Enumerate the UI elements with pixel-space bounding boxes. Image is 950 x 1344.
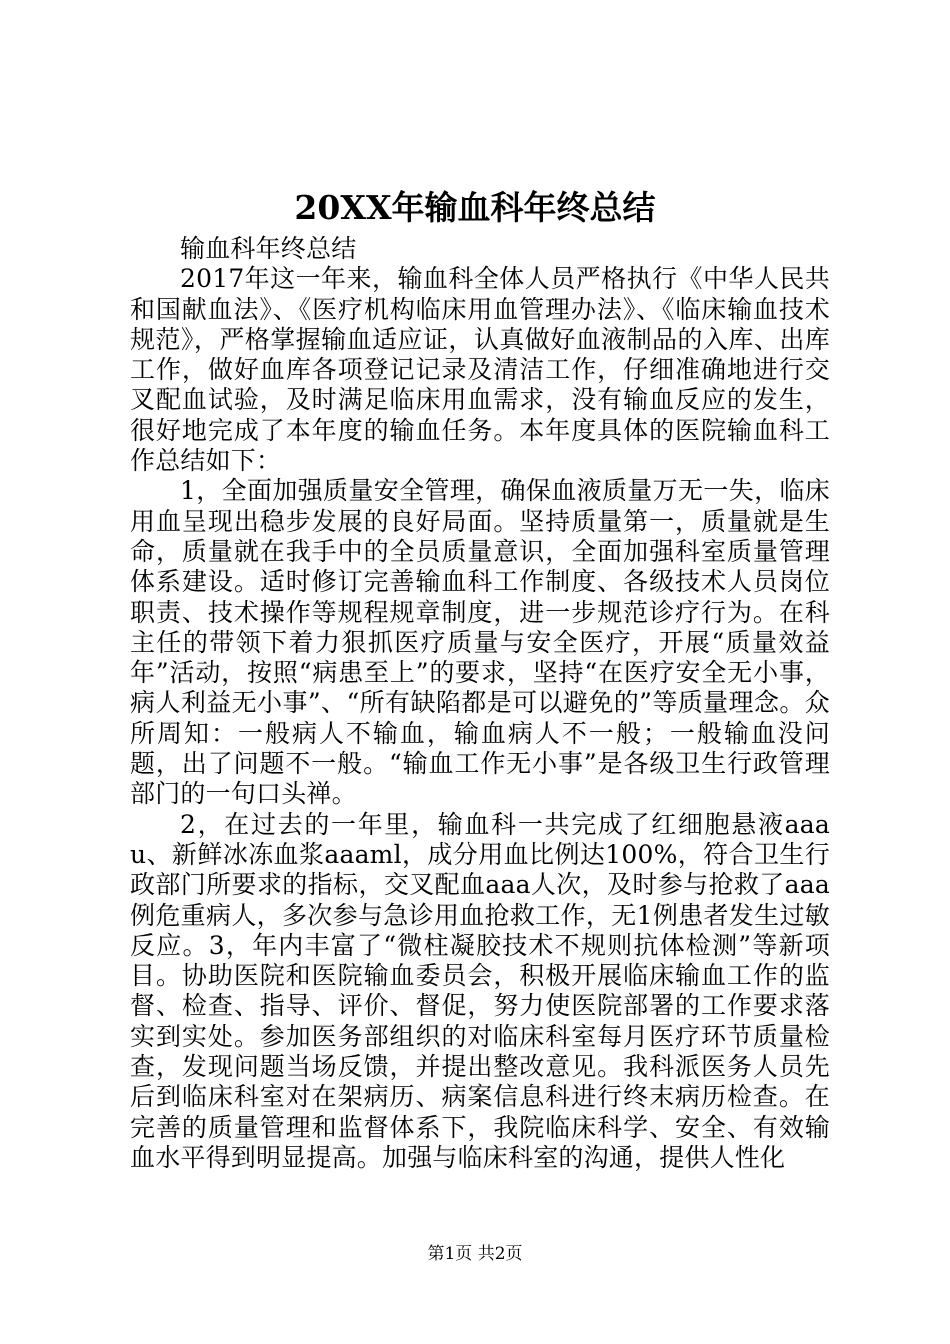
document-title: 20XX年输血科年终总结 — [294, 188, 656, 227]
intro-paragraph: 2017年这一年来，输血科全体人员严格执行《中华人民共和国献血法》、《医疗机构临床用血管理办法》、《临床输血技术规范》，严格掌握输血适应证，认真做好血液制品的入库、出库工作，做好血库各项登记记录及清洁工作，仔细准确地进行交叉配血试验，及时满足临床用血需求，没有输血反应的发生，很好地完成了本年度的输血任务。本年度具体的医院输血科工作总结如下： — [130, 264, 830, 476]
quality-management-paragraph: 1，全面加强质量安全管理，确保血液质量万无一失，临床用血呈现出稳步发展的良好局面。坚持质量第一，质量就是生命，质量就在我手中的全员质量意识，全面加强科室质量管理体系建设。适时修订完善输血科工作制度、各级技术人员岗位职责、技术操作等规程规章制度，进一步规范诊疗行为。在科主任的带领下着力狠抓医疗质量与安全医疗，开展“质量效益年”活动，按照“病患至上”的要求，坚持“在医疗安全无小事，病人利益无小事”、“所有缺陷都是可以避免的”等质量理念。众所周知：一般病人不输血，输血病人不一般；一般输血没问题，出了问题不一般。“输血工作无小事”是各级卫生行政管理部门的一句口头禅。 — [130, 476, 830, 809]
page-number-footer: 第1页 共2页 — [427, 1244, 523, 1264]
document-subtitle-paragraph: 输血科年终总结 — [180, 234, 357, 263]
document-body — [130, 234, 830, 1173]
annual-work-paragraph: 2，在过去的一年里，输血科一共完成了红细胞悬液aaau、新鲜冰冻血浆aaaml，成分用血比例达100%，符合卫生行政部门所要求的指标，交叉配血aaa人次，及时参与抢救了aaa例危重病人，多次参与急诊用血抢救工作，无1例患者发生过敏反应。3，年内丰富了“微柱凝胶技术不规则抗体检测”等新项目。协助医院和医院输血委员会，积极开展临床输血工作的监督、检查、指导、评价、督促，努力使医院部署的工作要求落实到实处。参加医务部组织的对临床科室每月医疗环节质量检查，发现问题当场反馈，并提出整改意见。我科派医务人员先后到临床科室对在架病历、病案信息科进行终末病历检查。在完善的质量管理和监督体系下，我院临床科学、安全、有效输血水平得到明显提高。加强与临床科室的沟通，提供人性化 — [130, 809, 830, 1172]
